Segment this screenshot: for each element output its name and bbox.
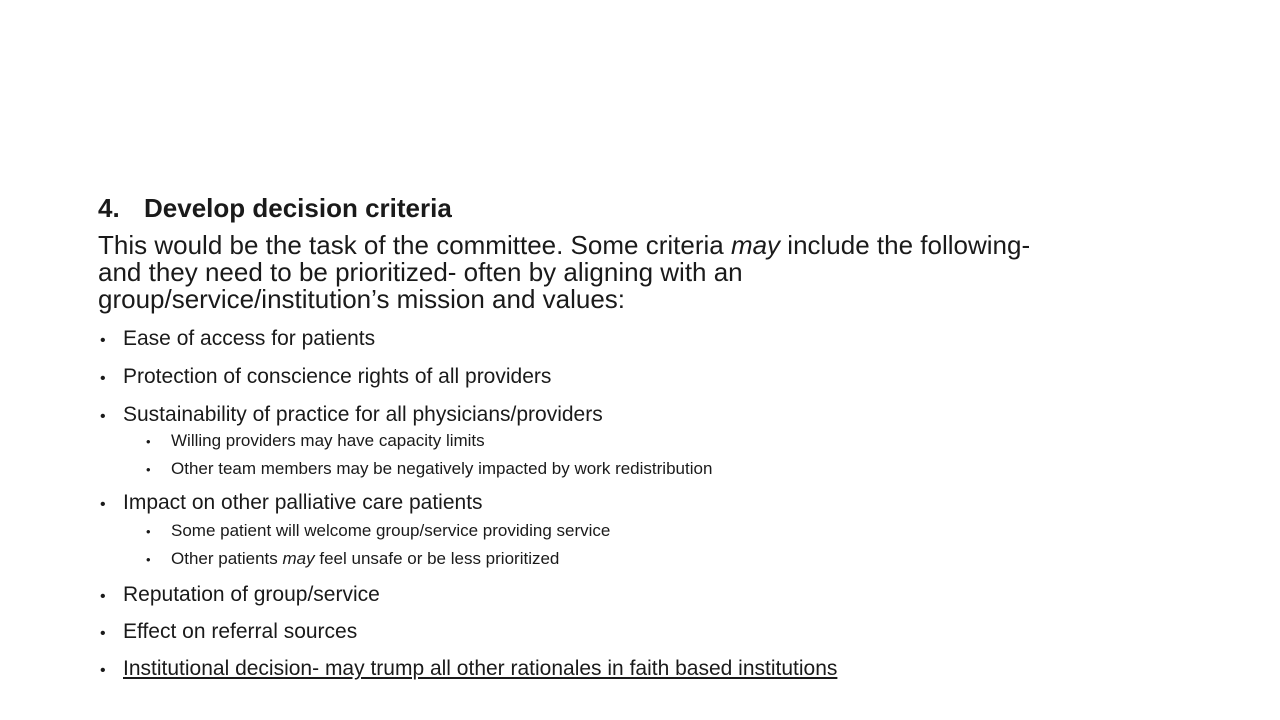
sub-list-item-text: Willing providers may have capacity limits: [171, 431, 485, 450]
bullet-icon: •: [146, 434, 151, 449]
sub-list-item-text-b: feel unsafe or be less prioritized: [314, 549, 560, 568]
intro-line-1-emphasis: may: [730, 230, 781, 260]
sub-list-item-text: Other team members may be negatively impacted by work redistribution: [171, 459, 713, 478]
intro-line-1-b: include the following-: [780, 230, 1031, 260]
bullet-icon: •: [100, 370, 106, 387]
sub-list-item-text-a: Other patients: [171, 549, 283, 568]
sub-list-item: [146, 430, 485, 453]
list-item: [100, 656, 837, 684]
heading-number: 4.: [98, 193, 120, 223]
intro-line-1-a: This would be the task of the committee. Some criteria: [98, 230, 731, 260]
list-item-text: Impact on other palliative care patients: [123, 491, 483, 514]
bullet-icon: •: [146, 524, 151, 539]
sub-list-item: [146, 458, 712, 481]
list-item-text: Protection of conscience rights of all providers: [123, 365, 552, 388]
sub-list-item-text: Some patient will welcome group/service providing service: [171, 521, 611, 540]
list-item: [100, 402, 603, 430]
bullet-icon: •: [100, 625, 106, 642]
list-item: [100, 364, 551, 392]
bullet-icon: •: [100, 662, 106, 679]
list-item: [100, 619, 357, 647]
list-item-text: Effect on referral sources: [123, 620, 358, 643]
bullet-icon: •: [100, 496, 106, 513]
heading-text: Develop decision criteria: [144, 193, 452, 223]
intro-line-2: and they need to be prioritized- often by aligning with an: [98, 257, 743, 287]
intro-line-3: group/service/institution’s mission and values:: [98, 284, 626, 314]
list-item: [100, 326, 375, 354]
bullet-icon: •: [146, 552, 151, 567]
bullet-icon: •: [100, 408, 106, 425]
sub-list-item: [146, 520, 610, 543]
list-item-text: Sustainability of practice for all physicians/providers: [123, 403, 603, 426]
list-item: [100, 490, 483, 518]
sub-list-item: [146, 548, 559, 571]
list-item-text-underlined: Institutional decision- may trump all other rationales in faith based institutions: [123, 657, 838, 680]
list-item: [100, 582, 380, 610]
list-item-text: Ease of access for patients: [123, 327, 376, 350]
bullet-icon: •: [146, 462, 151, 477]
list-item-text: Reputation of group/service: [123, 583, 380, 606]
sub-list-item-emphasis: may: [282, 549, 315, 568]
bullet-icon: •: [100, 588, 106, 605]
bullet-icon: •: [100, 332, 106, 349]
